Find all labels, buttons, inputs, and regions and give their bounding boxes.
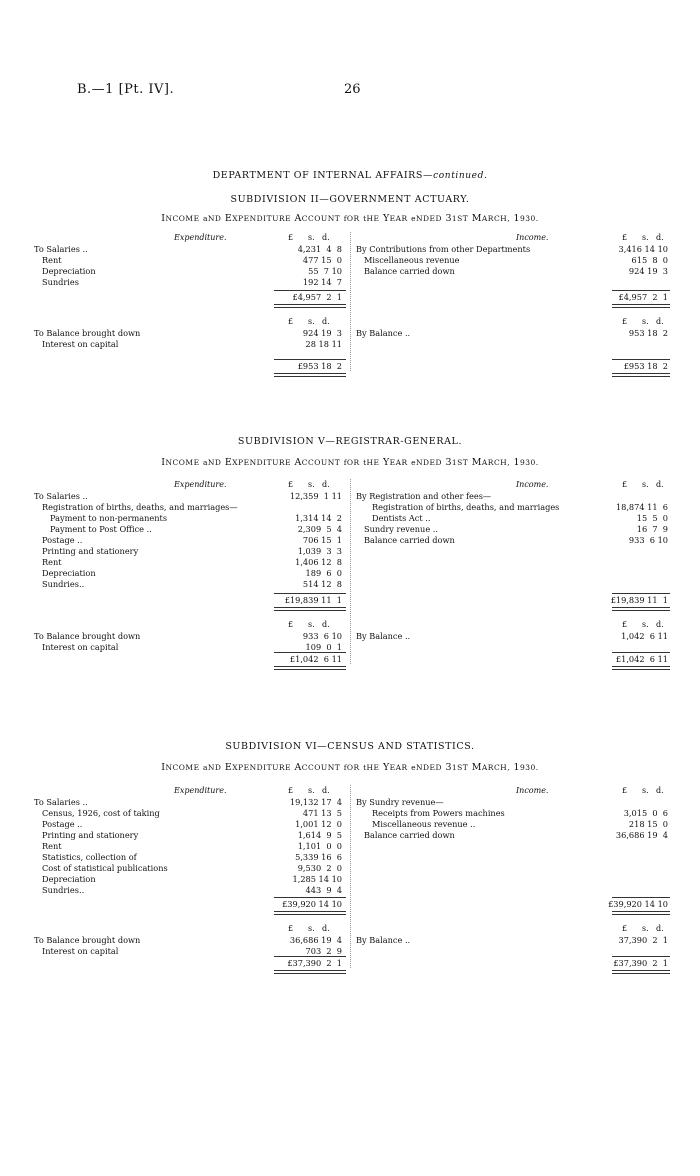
line-label: Interest on capital [42, 339, 119, 349]
lsd-header-s: s. [308, 620, 315, 629]
line-amount: 1,614 9 5 [297, 830, 342, 840]
income-column [356, 479, 670, 668]
total-amount: £4,957 2 1 [292, 292, 342, 302]
balance-total-rule [274, 359, 346, 360]
total-amount: £4,957 2 1 [618, 292, 668, 302]
lsd-header-l: £ [622, 317, 628, 326]
line-label: By Balance .. [356, 328, 411, 338]
income-column [356, 232, 670, 375]
income-line [356, 244, 670, 255]
expenditure-line [34, 535, 346, 546]
income-line [356, 266, 670, 277]
expenditure-line [34, 244, 346, 255]
line-amount: 3,015 0 6 [623, 808, 668, 818]
income-line [356, 255, 670, 266]
balance-double-rule [612, 373, 670, 377]
line-amount: 12,359 1 11 [289, 491, 342, 501]
account-title: INCOME aND EXPENDITURE ACCOUNT fOR tHE YEAR eNDED 31ST MARCH, 1930. [161, 762, 539, 773]
lsd-header-d: d. [656, 317, 664, 326]
expenditure-line [34, 513, 346, 524]
expenditure-line [34, 808, 346, 819]
department-title [0, 170, 700, 181]
line-label: By Sundry revenue— [356, 797, 444, 807]
line-amount: 18,874 11 6 [615, 502, 668, 512]
lsd-header-d: d. [322, 924, 330, 933]
line-label: Census, 1926, cost of taking [42, 808, 160, 818]
account-total [356, 595, 670, 606]
line-label: Depreciation [42, 874, 96, 884]
line-label: Dentists Act .. [372, 513, 431, 523]
balance-double-rule [274, 373, 346, 377]
balance-total [356, 361, 670, 372]
lsd-header-l: £ [288, 233, 294, 242]
expenditure-line [34, 277, 346, 288]
total-double-rule [612, 607, 670, 611]
balance-total-rule [274, 956, 346, 957]
balance-total-amount: £953 18 2 [297, 361, 342, 371]
line-amount: 924 19 3 [628, 266, 668, 276]
lsd-header-d: d. [656, 924, 664, 933]
lsd-header-d: d. [322, 620, 330, 629]
line-amount: 443 9 4 [305, 885, 342, 895]
total-amount: £19,839 11 1 [284, 595, 342, 605]
total-rule [274, 897, 346, 898]
income-line [356, 328, 670, 339]
line-label: Rent [42, 557, 62, 567]
expenditure-heading: Expenditure. [174, 480, 227, 489]
expenditure-line [34, 819, 346, 830]
lsd-header-d: d. [656, 786, 664, 795]
lsd-header-s: s. [642, 317, 649, 326]
balance-double-rule [274, 970, 346, 974]
balance-total-rule [274, 652, 346, 653]
balance-total-rule [612, 652, 670, 653]
expenditure-column [34, 785, 346, 972]
lsd-header-l: £ [622, 233, 628, 242]
column-divider [350, 479, 351, 664]
line-amount: 218 15 0 [628, 819, 668, 829]
line-amount: 953 18 2 [628, 328, 668, 338]
income-line [356, 513, 670, 524]
expenditure-line [34, 524, 346, 535]
line-amount: 1,042 6 11 [621, 631, 668, 641]
line-label: By Balance .. [356, 631, 411, 641]
account-total [356, 899, 670, 910]
lsd-header-s: s. [642, 924, 649, 933]
line-label: Receipts from Powers machines [372, 808, 505, 818]
line-label: By Registration and other fees— [356, 491, 492, 501]
lsd-header-s: s. [642, 480, 649, 489]
balance-total [34, 361, 346, 372]
line-amount: 1,001 12 0 [295, 819, 342, 829]
lsd-header-s: s. [642, 233, 649, 242]
income-line [356, 819, 670, 830]
income-column [356, 785, 670, 972]
balance-double-rule [274, 666, 346, 670]
subdivision-title: SUBDIVISION V—REGISTRAR-GENERAL. [237, 436, 463, 447]
income-heading: Income. [516, 786, 549, 795]
line-amount: 514 12 8 [302, 579, 342, 589]
line-amount: 15 5 0 [636, 513, 668, 523]
total-amount: £19,839 11 1 [610, 595, 668, 605]
balance-total [356, 654, 670, 665]
line-label: Balance carried down [364, 266, 455, 276]
income-line [356, 808, 670, 819]
total-amount: £39,920 14 10 [608, 899, 668, 909]
line-label: Sundries.. [42, 885, 85, 895]
line-amount: 1,039 3 3 [297, 546, 342, 556]
lsd-header-d: d. [656, 233, 664, 242]
expenditure-line [34, 568, 346, 579]
account-title: INCOME aND EXPENDITURE ACCOUNT fOR tHE YEAR eNDED 31ST MARCH, 1930. [161, 457, 539, 468]
balance-total-rule [612, 359, 670, 360]
expenditure-line [34, 557, 346, 568]
line-label: Printing and stationery [42, 546, 139, 556]
total-amount: £39,920 14 10 [282, 899, 342, 909]
line-amount: 924 19 3 [302, 328, 342, 338]
expenditure-column [34, 479, 346, 668]
lsd-header-s: s. [642, 620, 649, 629]
account-total [356, 292, 670, 303]
lsd-header-d: d. [656, 480, 664, 489]
lsd-header-l: £ [288, 317, 294, 326]
line-amount: 189 6 0 [305, 568, 342, 578]
expenditure-heading: Expenditure. [174, 786, 227, 795]
income-line [356, 797, 670, 808]
total-rule [612, 290, 670, 291]
expenditure-line [34, 631, 346, 642]
line-amount: 471 13 5 [302, 808, 342, 818]
line-label: Sundry revenue .. [364, 524, 438, 534]
lsd-header-s: s. [308, 233, 315, 242]
total-double-rule [274, 304, 346, 308]
total-rule [274, 290, 346, 291]
total-double-rule [274, 911, 346, 915]
line-label: Registration of births, deaths, and marriages [372, 502, 560, 512]
line-label: Postage .. [42, 535, 83, 545]
lsd-header-l: £ [288, 480, 294, 489]
income-expenditure-account [34, 232, 670, 375]
income-line [356, 535, 670, 546]
line-label: By Contributions from other Departments [356, 244, 531, 254]
line-amount: 933 6 10 [628, 535, 668, 545]
expenditure-line [34, 874, 346, 885]
balance-total-amount: £953 18 2 [623, 361, 668, 371]
line-amount: 36,686 19 4 [289, 935, 342, 945]
expenditure-line [34, 797, 346, 808]
subdivision-title: SUBDIVISION VI—CENSUS AND STATISTICS. [225, 741, 475, 752]
line-label: To Balance brought down [34, 631, 141, 641]
expenditure-line [34, 935, 346, 946]
expenditure-line [34, 852, 346, 863]
total-rule [612, 897, 670, 898]
income-expenditure-account [34, 785, 670, 972]
line-label: Cost of statistical publications [42, 863, 168, 873]
line-label: To Balance brought down [34, 935, 141, 945]
page-reference: B.—1 [Pt. IV]. [77, 82, 175, 97]
line-amount: 36,686 19 4 [615, 830, 668, 840]
line-label: Depreciation [42, 568, 96, 578]
line-label: Miscellaneous revenue [364, 255, 460, 265]
line-amount: 1,314 14 2 [295, 513, 342, 523]
lsd-header-s: s. [642, 786, 649, 795]
expenditure-column [34, 232, 346, 375]
column-divider [350, 785, 351, 968]
line-amount: 9,530 2 0 [297, 863, 342, 873]
line-label: Rent [42, 841, 62, 851]
lsd-header-l: £ [622, 786, 628, 795]
balance-total [34, 958, 346, 969]
line-label: Balance carried down [364, 535, 455, 545]
income-line [356, 502, 670, 513]
line-label: Balance carried down [364, 830, 455, 840]
income-expenditure-account [34, 479, 670, 668]
department-title-continued: continued. [433, 171, 488, 181]
income-line [356, 830, 670, 841]
lsd-header-s: s. [308, 480, 315, 489]
line-label: Statistics, collection of [42, 852, 137, 862]
balance-total-rule [612, 956, 670, 957]
line-label: Interest on capital [42, 642, 119, 652]
department-title-text: DEPARTMENT OF INTERNAL AFFAIRS— [212, 170, 434, 181]
line-amount: 2,309 5 4 [297, 524, 342, 534]
lsd-header-d: d. [656, 620, 664, 629]
account-total [34, 595, 346, 606]
total-double-rule [274, 607, 346, 611]
page-number: 26 [344, 82, 361, 97]
expenditure-line [34, 863, 346, 874]
line-amount: 16 7 9 [636, 524, 668, 534]
expenditure-line [34, 255, 346, 266]
line-amount: 5,339 16 6 [295, 852, 342, 862]
balance-total-amount: £1,042 6 11 [289, 654, 342, 664]
expenditure-line [34, 339, 346, 350]
line-amount: 1,101 0 0 [297, 841, 342, 851]
line-label: Rent [42, 255, 62, 265]
balance-total-amount: £37,390 2 1 [287, 958, 342, 968]
subdivision-title: SUBDIVISION II—GOVERNMENT ACTUARY. [230, 194, 470, 205]
lsd-header-d: d. [322, 233, 330, 242]
income-line [356, 631, 670, 642]
lsd-header-d: d. [322, 786, 330, 795]
lsd-header-l: £ [288, 786, 294, 795]
line-amount: 192 14 7 [302, 277, 342, 287]
account-total [34, 899, 346, 910]
income-line [356, 524, 670, 535]
expenditure-line [34, 579, 346, 590]
balance-double-rule [612, 666, 670, 670]
line-label: By Balance .. [356, 935, 411, 945]
lsd-header-l: £ [622, 620, 628, 629]
line-label: To Salaries .. [34, 797, 88, 807]
total-double-rule [612, 911, 670, 915]
line-label: Depreciation [42, 266, 96, 276]
line-amount: 1,406 12 8 [295, 557, 342, 567]
expenditure-heading: Expenditure. [174, 233, 227, 242]
lsd-header-s: s. [308, 317, 315, 326]
line-label: Printing and stationery [42, 830, 139, 840]
account-total [34, 292, 346, 303]
line-amount: 109 0 1 [305, 642, 342, 652]
total-rule [612, 593, 670, 594]
line-amount: 19,132 17 4 [289, 797, 342, 807]
income-line [356, 491, 670, 502]
line-label: Payment to Post Office .. [50, 524, 152, 534]
lsd-header-l: £ [288, 924, 294, 933]
lsd-header-s: s. [308, 924, 315, 933]
balance-total [34, 654, 346, 665]
balance-total [356, 958, 670, 969]
income-heading: Income. [516, 480, 549, 489]
lsd-header-l: £ [288, 620, 294, 629]
line-label: Postage .. [42, 819, 83, 829]
line-amount: 3,416 14 10 [618, 244, 668, 254]
lsd-header-s: s. [308, 786, 315, 795]
line-amount: 615 8 0 [631, 255, 668, 265]
line-amount: 703 2 9 [305, 946, 342, 956]
expenditure-line [34, 841, 346, 852]
total-rule [274, 593, 346, 594]
balance-double-rule [612, 970, 670, 974]
line-label: Interest on capital [42, 946, 119, 956]
expenditure-line [34, 328, 346, 339]
expenditure-line [34, 546, 346, 557]
line-label: Sundries.. [42, 579, 85, 589]
line-label: Payment to non-permanents [50, 513, 168, 523]
line-label: Registration of births, deaths, and marriages— [42, 502, 238, 512]
line-label: Miscellaneous revenue .. [372, 819, 476, 829]
income-heading: Income. [516, 233, 549, 242]
lsd-header-d: d. [322, 317, 330, 326]
account-title: INCOME aND EXPENDITURE ACCOUNT fOR tHE YEAR eNDED 31ST MARCH, 1930. [161, 213, 539, 224]
column-divider [350, 232, 351, 371]
balance-total-amount: £1,042 6 11 [615, 654, 668, 664]
line-label: To Salaries .. [34, 491, 88, 501]
expenditure-line [34, 491, 346, 502]
line-amount: 28 18 11 [305, 339, 342, 349]
line-label: To Salaries .. [34, 244, 88, 254]
line-amount: 55 7 10 [308, 266, 342, 276]
expenditure-line [34, 502, 346, 513]
lsd-header-l: £ [622, 480, 628, 489]
line-amount: 706 15 1 [302, 535, 342, 545]
balance-total-amount: £37,390 2 1 [613, 958, 668, 968]
line-amount: 477 15 0 [302, 255, 342, 265]
line-amount: 933 6 10 [302, 631, 342, 641]
line-amount: 37,390 2 1 [618, 935, 668, 945]
lsd-header-l: £ [622, 924, 628, 933]
line-amount: 1,285 14 10 [292, 874, 342, 884]
expenditure-line [34, 830, 346, 841]
total-double-rule [612, 304, 670, 308]
line-label: Sundries [42, 277, 79, 287]
lsd-header-d: d. [322, 480, 330, 489]
line-label: To Balance brought down [34, 328, 141, 338]
line-amount: 4,231 4 8 [297, 244, 342, 254]
income-line [356, 935, 670, 946]
expenditure-line [34, 266, 346, 277]
expenditure-line [34, 885, 346, 896]
